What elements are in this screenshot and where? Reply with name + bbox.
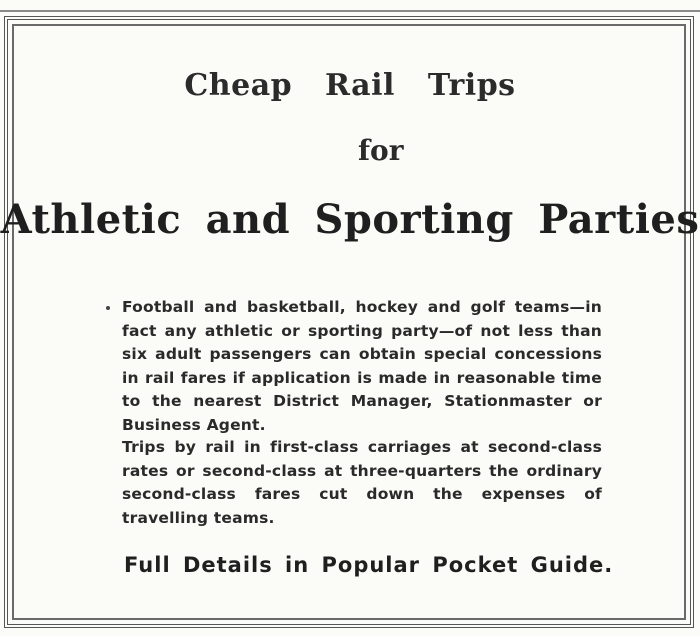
headline-for: for: [358, 134, 404, 167]
top-rule: [0, 10, 700, 12]
body-paragraph-concessions: Football and basketball, hockey and golf teams—in fact any athletic or sporting party—of not less than six adult passengers can obtain special concessions in rail fares if application is made in reasonable time to the nearest District Manager, Stationmaster or Business Agent.: [122, 298, 602, 434]
stray-dot: [106, 306, 110, 310]
headline-athletic-sporting-parties: Athletic and Sporting Parties: [0, 196, 700, 243]
footer-pocket-guide: Full Details in Popular Pocket Guide.: [124, 553, 614, 577]
headline-cheap-rail-trips: Cheap Rail Trips: [184, 68, 516, 103]
body-paragraph-fares: Trips by rail in first-class carriages at second-class rates or second-class at three-quarters the ordinary second-class fares cut down the expenses of travelling teams.: [122, 438, 602, 527]
